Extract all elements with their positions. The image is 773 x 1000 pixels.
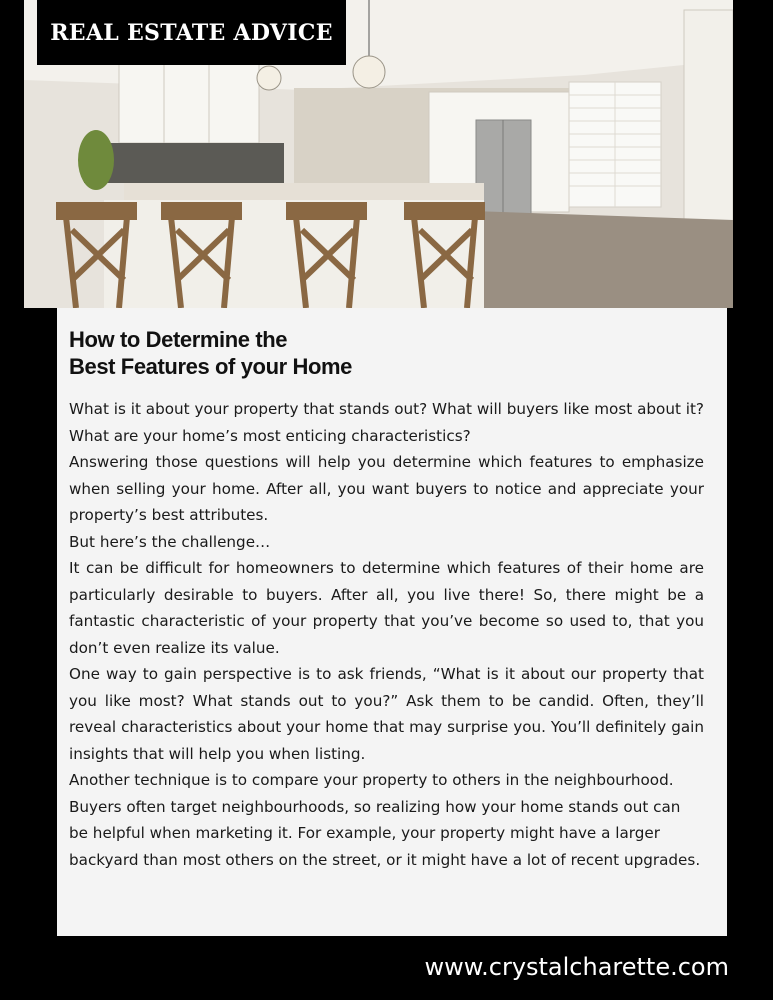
article-title-line-2: Best Features of your Home	[69, 354, 353, 379]
paragraph: One way to gain perspective is to ask friends, “What is it about our property that you like most? What stands out to you?” Ask them to be candid. Often, they’ll reveal characteristics about your home that may surprise you. You’ll definitely gain insights that will help you when listing.	[69, 665, 704, 763]
paragraph: Answering those questions will help you determine which features to emphasize when selling your home. After all, you want buyers to notice and appreciate your property’s best attributes.	[69, 453, 704, 524]
article-card	[57, 308, 727, 936]
article-title	[69, 326, 669, 380]
paragraph: But here’s the challenge…	[69, 532, 271, 551]
paragraph: It can be difficult for homeowners to determine which features of their home are particularly desirable to buyers. After all, you live there! So, there might be a fantastic characteristic of your property that you’ve become so used to, that you don’t even realize its value.	[69, 559, 704, 657]
category-badge: REAL ESTATE ADVICE	[37, 0, 346, 65]
website-link[interactable]: www.crystalcharette.com	[424, 953, 729, 981]
article-body	[69, 396, 704, 873]
article-title-line-1: How to Determine the	[69, 327, 288, 352]
paragraph: Another technique is to compare your property to others in the neighbourhood. Buyers often target neighbourhoods, so realizing how your home stands out can be helpful when marketing it. For example, your property might have a larger backyard than most others on the street, or it might have a lot of recent upgrades.	[69, 771, 701, 869]
paragraph: What is it about your property that stands out? What will buyers like most about it? What are your home’s most enticing characteristics?	[69, 400, 704, 445]
